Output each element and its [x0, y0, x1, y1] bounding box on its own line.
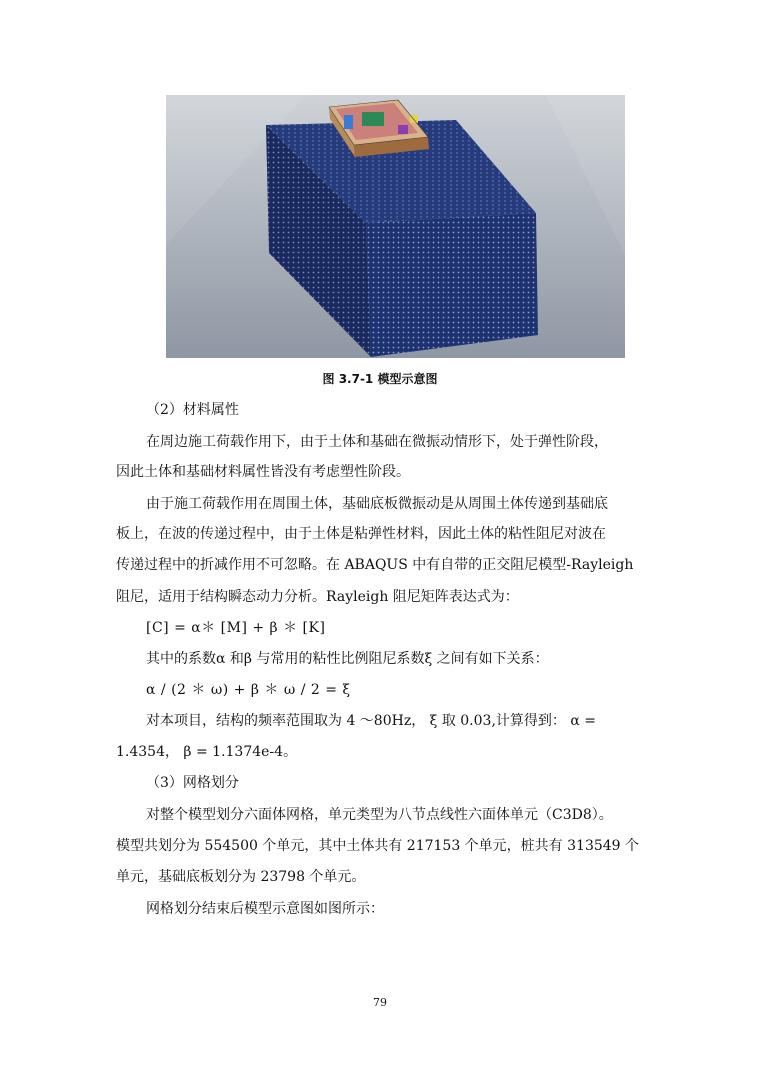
paragraph-line: 网格划分结束后模型示意图如图所示：: [146, 901, 384, 917]
paragraph-line: 其中的系数α 和β 与常用的粘性比例阻尼系数ξ 之间有如下关系：: [146, 651, 549, 667]
paragraph-line: 阻尼，适用于结构瞬态动力分析。Rayleigh 阻尼矩阵表达式为：: [116, 589, 519, 605]
paragraph-line: 传递过程中的折减作用不可忽略。在 ABAQUS 中有自带的正交阻尼模型-Rayleigh: [116, 557, 634, 573]
paragraph-line: 由于施工荷载作用在周围土体，基础底板微振动是从周围土体传递到基础底: [146, 496, 608, 512]
equation-damping-ratio: α / (2 ＊ ω) + β ＊ ω / 2 = ξ: [146, 682, 351, 698]
paragraph-line: 对整个模型划分六面体网格，单元类型为八节点线性六面体单元（C3D8）。: [146, 807, 613, 823]
paragraph-line: 单元，基础底板划分为 23798 个单元。: [116, 869, 366, 885]
paragraph-line: 因此土体和基础材料属性皆没有考虑塑性阶段。: [116, 464, 410, 480]
section-heading-mesh: （3）网格划分: [146, 775, 239, 791]
equation-rayleigh: [C] = α＊ [M] + β ＊ [K]: [146, 620, 326, 636]
figure-caption: 图 3.7-1 模型示意图: [322, 372, 438, 386]
paragraph-line: 模型共划分为 554500 个单元，其中土体共有 217153 个单元，桩共有 313549 个: [116, 838, 640, 854]
page-number: 79: [373, 996, 387, 1009]
paragraph-line: 在周边施工荷载作用下，由于土体和基础在微振动情形下，处于弹性阶段，: [146, 434, 608, 450]
paragraph-line: 1.4354， β = 1.1374e-4。: [116, 744, 298, 760]
section-heading-material: （2）材料属性: [146, 402, 239, 418]
soil-block-front-face: [366, 213, 538, 357]
paragraph-line: 对本项目，结构的频率范围取为 4 ～80Hz， ξ 取 0.03,计算得到： α =: [146, 713, 596, 729]
paragraph-line: 板上，在波的传递过程中，由于土体是粘弹性材料，因此土体的粘性阻尼对波在: [116, 526, 606, 542]
model-mesh-figure: [166, 95, 625, 358]
